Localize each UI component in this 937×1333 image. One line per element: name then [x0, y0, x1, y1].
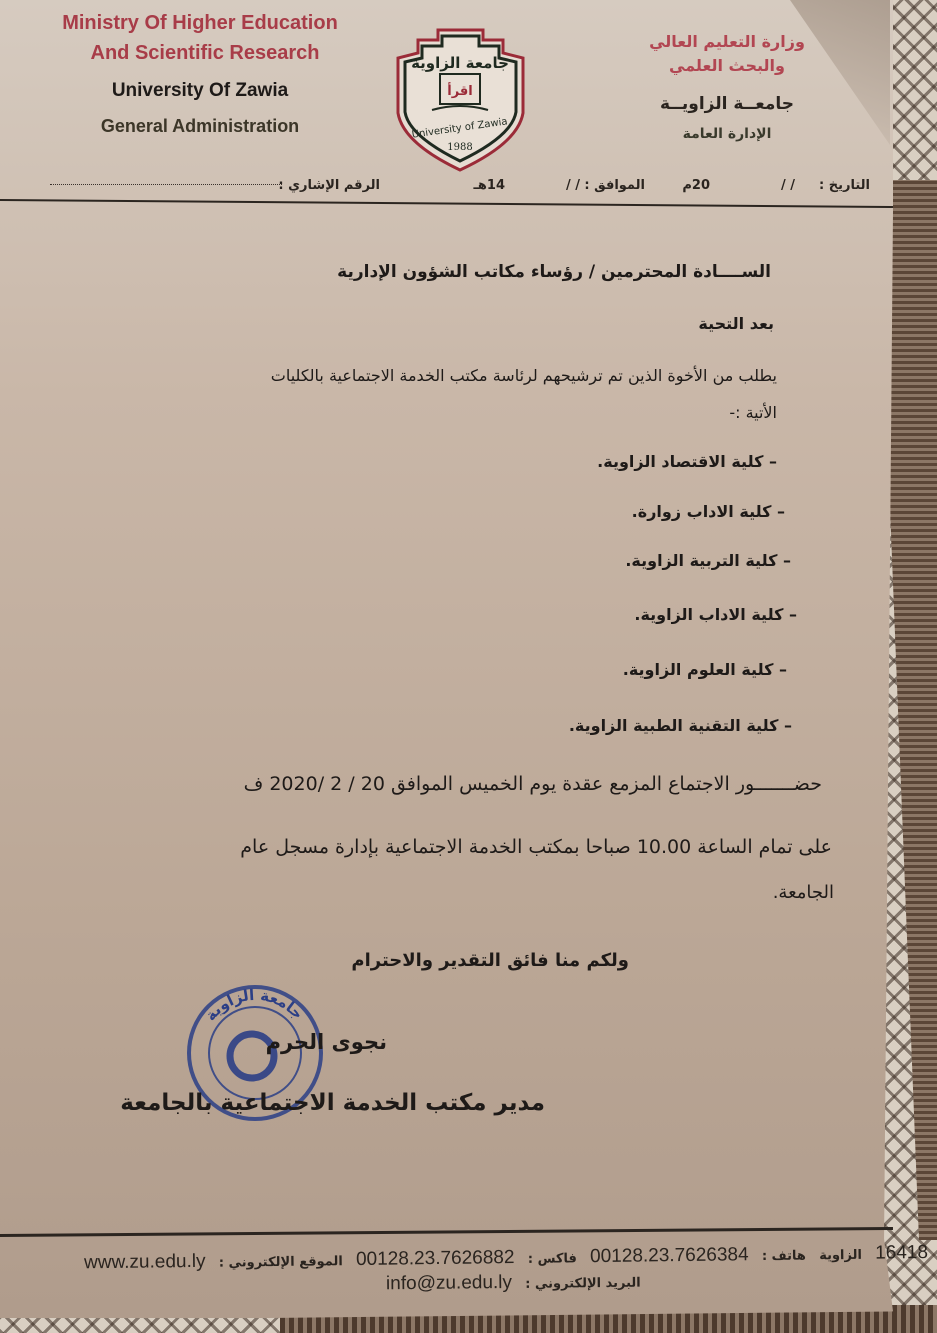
- faculty-list-item: – كلية التقنية الطبية الزاوية.: [568, 716, 792, 735]
- phone-number: 00128.23.7626384: [589, 1244, 749, 1268]
- faculty-list-item: – كلية الاداب الزاوية.: [634, 605, 797, 624]
- date-slashes: / /: [780, 178, 795, 193]
- stamp-text: جامعة الزاوية: [201, 985, 308, 1025]
- corresponding-label: الموافق :: [584, 178, 645, 193]
- phone-label: هاتف :: [761, 1248, 806, 1265]
- po-box: 16418: [875, 1242, 929, 1264]
- reference-number-label: الرقم الإشاري :: [278, 178, 380, 193]
- email-label: البريد الإلكتروني :: [525, 1275, 641, 1292]
- hijri-slashes: / /: [565, 178, 580, 193]
- logo-english-name: University of Zawia: [411, 116, 509, 141]
- request-line-2: الأتية :-: [729, 403, 777, 422]
- signer-name: نجوى الحرم: [265, 1030, 387, 1054]
- ministry-line-2-ar: والبحث العلمي: [669, 56, 785, 75]
- website-label: الموقع الإلكتروني :: [218, 1254, 343, 1271]
- greeting: بعد التحية: [698, 314, 774, 333]
- reference-date-line: [50, 176, 870, 198]
- university-logo-icon: [388, 18, 533, 173]
- website-link[interactable]: www.zu.edu.ly: [83, 1250, 206, 1274]
- meeting-line-3: الجامعة.: [772, 882, 834, 903]
- logo-year: 1988: [447, 142, 473, 153]
- university-name-ar: جامعــة الزاويــة: [659, 94, 795, 114]
- faculty-list-item: – كلية العلوم الزاوية.: [622, 660, 787, 679]
- fax-number: 00128.23.7626882: [355, 1247, 515, 1270]
- signer-title: مدير مكتب الخدمة الاجتماعية بالجامعة: [120, 1090, 545, 1116]
- gregorian-year-suffix: 20م: [682, 178, 710, 193]
- meeting-line-1: حضـــــــور الاجتماع المزمع عقدة يوم الخميس الموافق 20 / 2 /2020 ف: [243, 773, 822, 795]
- fax-label: فاكس :: [527, 1251, 577, 1267]
- ministry-line-1-ar: وزارة التعليم العالي: [649, 32, 805, 51]
- salutation: الســــادة المحترمين / رؤساء مكاتب الشؤون الإدارية: [337, 262, 771, 282]
- letterhead-english: [55, 8, 345, 137]
- footer-email-line: [378, 1271, 641, 1296]
- city: الزاوية: [819, 1247, 862, 1264]
- logo-arabic-name: جامعة الزاوية: [411, 54, 509, 72]
- closing-remark: ولكم منا فائق التقدير والاحترام: [351, 950, 629, 971]
- hijri-year-suffix: 14هـ: [473, 178, 505, 193]
- university-name-en: University Of Zawia: [111, 80, 289, 101]
- reference-number-dots: [50, 184, 282, 185]
- ministry-line-1-en: Ministry Of Higher Education: [62, 12, 338, 34]
- date-label: التاريخ :: [819, 178, 870, 193]
- department-en: General Administration: [100, 116, 300, 136]
- faculty-list-item: – كلية الاقتصاد الزاوية.: [597, 452, 777, 471]
- department-ar: الإدارة العامة: [682, 126, 772, 142]
- ministry-line-2-en: And Scientific Research: [90, 42, 320, 64]
- email-link[interactable]: info@zu.edu.ly: [385, 1271, 513, 1295]
- faculty-list-item: – كلية الاداب زوارة.: [631, 502, 785, 521]
- svg-text:جامعة الزاوية: [201, 986, 307, 1024]
- letterhead-arabic: [627, 30, 827, 142]
- meeting-line-2: على تمام الساعة 10.00 صباحا بمكتب الخدمة الاجتماعية بإدارة مسجل عام: [240, 836, 832, 858]
- faculty-list-item: – كلية التربية الزاوية.: [625, 551, 791, 570]
- request-line-1: يطلب من الأخوة الذين تم ترشيحهم لرئاسة مكتب الخدمة الاجتماعية بالكليات: [270, 366, 777, 385]
- logo-book-word: اقرأ: [447, 84, 473, 99]
